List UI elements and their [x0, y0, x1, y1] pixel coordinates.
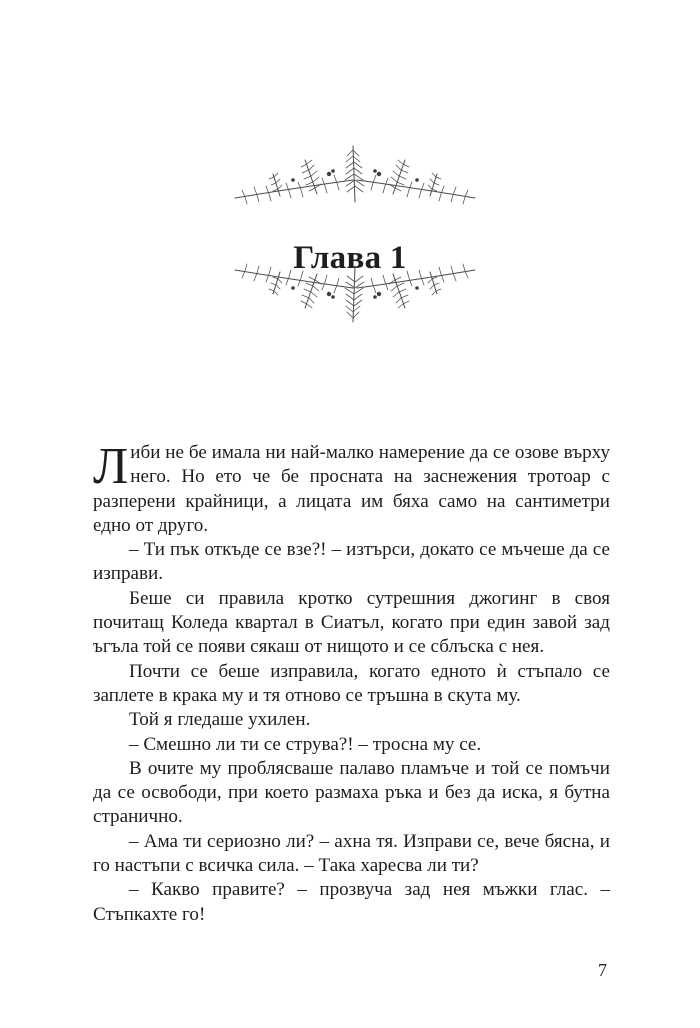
page-number: 7	[598, 960, 607, 980]
pine-branch-ornament-bottom-icon	[225, 258, 485, 328]
paragraph-6: – Смешно ли ти се струва?! – тросна му се.	[129, 733, 482, 755]
paragraph-1-text: иби не бе имала ни най-малко намерение да се озове върху него. Но ето че бе просната на заснежения тротоар с разперени крайници, а лицата им бяха само на сантиметри едно от друго.	[93, 442, 610, 536]
paragraph-1	[93, 438, 610, 538]
drop-cap: Л	[93, 438, 129, 495]
paragraph-3: Беше си правила кротко сутрешния джогинг в своя почитащ Коледа квартал в Сиатъл, когато при един завой зад ъгъла той се появи сякаш от нищото и се сблъска с нея.	[93, 587, 610, 658]
paragraph-8: – Ама ти сериозно ли? – ахна тя. Изправи се, вече бясна, и го настъпи с всичка сила. – Така харесва ли ти?	[93, 830, 610, 877]
paragraph-5: Той я гледаше ухилен.	[129, 709, 311, 731]
chapter-title: Глава 1	[293, 240, 407, 277]
pine-branch-ornament-top-icon	[225, 140, 485, 210]
paragraph-7: В очите му проблясваше палаво пламъче и той се помъчи да се освободи, при което размаха ръка и без да иска, я бутна странично.	[93, 757, 610, 828]
paragraph-9: – Какво правите? – прозвуча зад нея мъжки глас. – Стъпкахте го!	[93, 879, 610, 925]
paragraph-4: Почти се беше изправила, когато едното ѝ стъпало се заплете в крака му и тя отново се тръшна в скута му.	[93, 660, 610, 706]
paragraph-2: – Ти пък откъде се взе?! – изтърси, докато се мъчеше да се изправи.	[93, 539, 610, 585]
chapter-body-text	[93, 438, 610, 927]
